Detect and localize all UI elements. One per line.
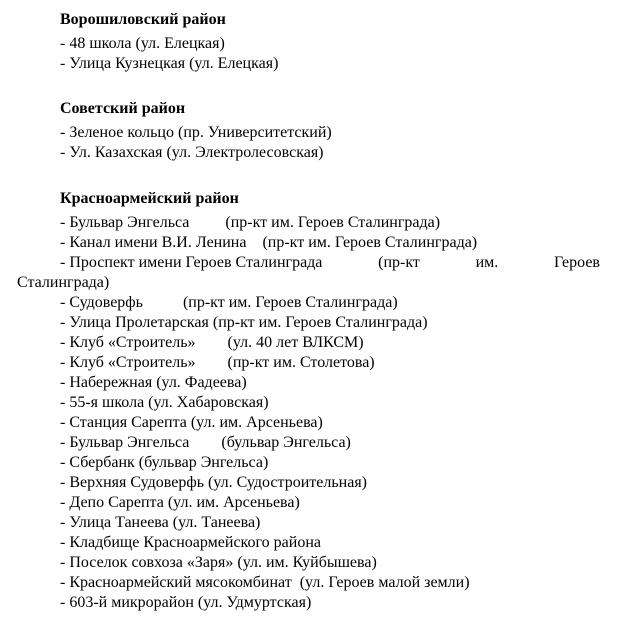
district-title-sovetsky: Советский район [60, 100, 186, 117]
list-item: - Станция Сарепта (ул. им. Арсеньева) [60, 414, 323, 431]
list-item: - 48 школа (ул. Елецкая) [60, 35, 225, 52]
list-item: - Улица Танеева (ул. Танеева) [60, 514, 261, 531]
list-item: - 55-я школа (ул. Хабаровская) [60, 394, 269, 411]
list-item-part: (пр-кт [378, 254, 420, 271]
district-title-krasnoarmeysky: Красноармейский район [60, 190, 239, 207]
list-item: - Кладбище Красноармейского района [60, 534, 321, 551]
list-item: - Судоверфь (пр-кт им. Героев Сталинграда) [60, 294, 398, 311]
list-item-text: - Проспект имени Героев Сталинграда [60, 254, 323, 271]
list-item: - Клуб «Строитель» (ул. 40 лет ВЛКСМ) [60, 334, 364, 351]
list-item: - Клуб «Строитель» (пр-кт им. Столетова) [60, 354, 375, 371]
list-item: - 603-й микрорайон (ул. Удмуртская) [60, 594, 312, 611]
list-item-part: им. [475, 254, 499, 271]
list-item: - Сбербанк (бульвар Энгельса) [60, 454, 269, 471]
list-item: - Красноармейский мясокомбинат (ул. Героев малой земли) [60, 574, 470, 591]
list-item: - Депо Сарепта (ул. им. Арсеньева) [60, 494, 300, 511]
list-item-wrapped [60, 253, 600, 273]
district-title-voroshilovsky: Ворошиловский район [60, 11, 226, 28]
list-item-continuation: Сталинграда) [17, 274, 110, 291]
list-item: - Канал имени В.И. Ленина (пр-кт им. Героев Сталинграда) [60, 234, 478, 251]
list-item-part: Героев [553, 254, 600, 271]
list-item: - Поселок совхоза «Заря» (ул. им. Куйбышева) [60, 554, 377, 571]
list-item: - Бульвар Энгельса (пр-кт им. Героев Сталинграда) [60, 214, 441, 231]
list-item: - Ул. Казахская (ул. Электролесовская) [60, 144, 324, 161]
list-item: - Верхняя Судоверфь (ул. Судостроительная) [60, 474, 368, 491]
list-item: - Улица Пролетарская (пр-кт им. Героев Сталинграда) [60, 314, 428, 331]
list-item: - Зеленое кольцо (пр. Университетский) [60, 124, 332, 141]
list-item: - Набережная (ул. Фадеева) [60, 374, 247, 391]
list-item: - Бульвар Энгельса (бульвар Энгельса) [60, 434, 351, 451]
list-item: - Улица Кузнецкая (ул. Елецкая) [60, 55, 279, 72]
